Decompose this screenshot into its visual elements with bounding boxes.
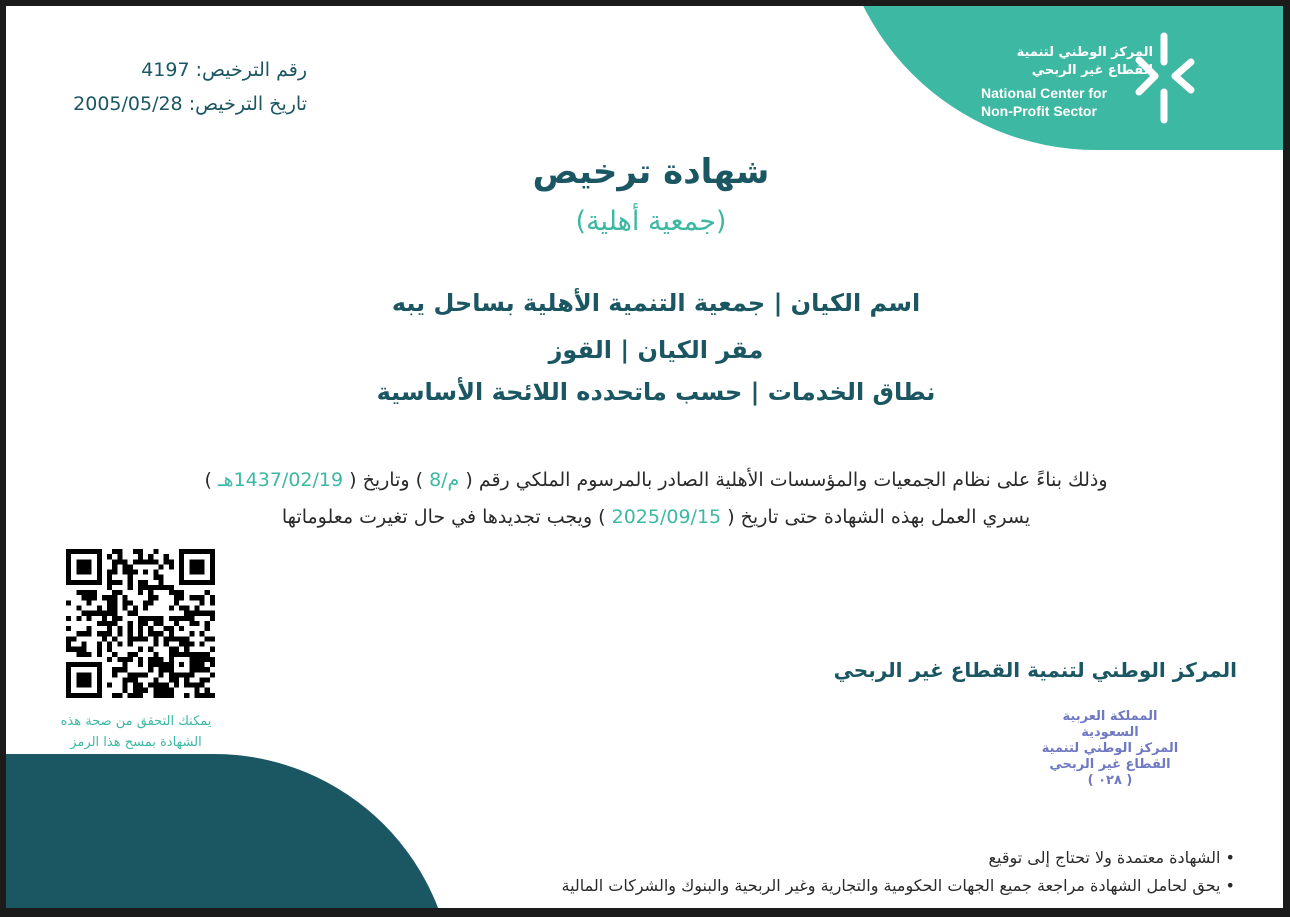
official-stamp xyxy=(1034,709,1186,789)
certificate-title: شهادة ترخيص xyxy=(532,152,770,192)
qr-caption-line1: يمكنك التحقق من صحة هذه xyxy=(60,714,212,729)
stamp-line1: المملكة العربية السعودية xyxy=(1062,709,1158,740)
issuer-name: المركز الوطني لتنمية القطاع غير الربحي xyxy=(833,658,1237,682)
logo-ar-line2: القطاع غير الربحي xyxy=(1031,63,1153,78)
stamp-line4: ( ٠٢٨ ) xyxy=(1087,773,1133,788)
footer-decoration xyxy=(6,754,454,908)
ncnp-logo xyxy=(981,32,1201,132)
statement-line2-text-a: يسري العمل بهذه الشهادة حتى تاريخ ( xyxy=(727,506,1031,528)
note-text: الشهادة معتمدة ولا تحتاج إلى توقيع xyxy=(988,848,1221,867)
license-date xyxy=(73,93,307,115)
license-date-label: تاريخ الترخيص: xyxy=(188,93,307,115)
entity-hq: مقر الكيان | القوز xyxy=(548,336,764,364)
stamp-line2: المركز الوطني لتنمية xyxy=(1041,741,1179,756)
note-item: • الشهادة معتمدة ولا تحتاج إلى توقيع xyxy=(988,848,1235,867)
license-number xyxy=(141,59,307,81)
qr-caption xyxy=(46,711,226,753)
logo-english-text xyxy=(981,84,1107,120)
entity-name: اسم الكيان | جمعية التنمية الأهلية بساحل يبه xyxy=(391,289,921,317)
statement-line1-text-a: وذلك بناءً على نظام الجمعيات والمؤسسات الأهلية الصادر بالمرسوم الملكي رقم ( xyxy=(465,469,1108,491)
statement-line1-text-b: ) وتاريخ ( xyxy=(349,469,424,491)
logo-mark-icon xyxy=(1127,32,1197,127)
certificate-subtitle: (جمعية أهلية) xyxy=(575,206,727,237)
decree-date: 1437/02/19هـ xyxy=(217,469,344,491)
license-number-value: 4197 xyxy=(141,59,190,81)
license-date-value: 2005/05/28 xyxy=(73,93,183,115)
logo-en-line1: National Center for xyxy=(981,85,1108,101)
statement-line-2 xyxy=(6,506,1283,528)
verification-qr-code[interactable] xyxy=(66,549,215,698)
decree-number: م/8 xyxy=(429,469,460,491)
stamp-line3: القطاع غير الربحي xyxy=(1049,757,1171,772)
statement-line2-text-b: ) ويجب تجديدها في حال تغيرت معلوماتها xyxy=(281,506,606,528)
statement-line-1 xyxy=(6,469,1283,491)
logo-ar-line1: المركز الوطني لتنمية xyxy=(1016,45,1153,60)
valid-until-date: 2025/09/15 xyxy=(611,506,722,528)
logo-en-line2: Non-Profit Sector xyxy=(981,103,1097,119)
certificate-page xyxy=(6,6,1283,908)
service-scope: نطاق الخدمات | حسب ماتحدده اللائحة الأساسية xyxy=(376,378,936,406)
license-number-label: رقم الترخيص: xyxy=(195,59,307,81)
note-item: • يحق لحامل الشهادة مراجعة جميع الجهات الحكومية والتجارية وغير الربحية والبنوك والشركات المالية xyxy=(561,876,1235,895)
notes-list xyxy=(561,844,1235,900)
statement-line1-text-c: ) xyxy=(204,469,212,491)
qr-caption-line2: الشهادة بمسح هذا الرمز xyxy=(70,735,202,750)
note-text: يحق لحامل الشهادة مراجعة جميع الجهات الحكومية والتجارية وغير الربحية والبنوك والشركات المالية xyxy=(561,876,1221,895)
